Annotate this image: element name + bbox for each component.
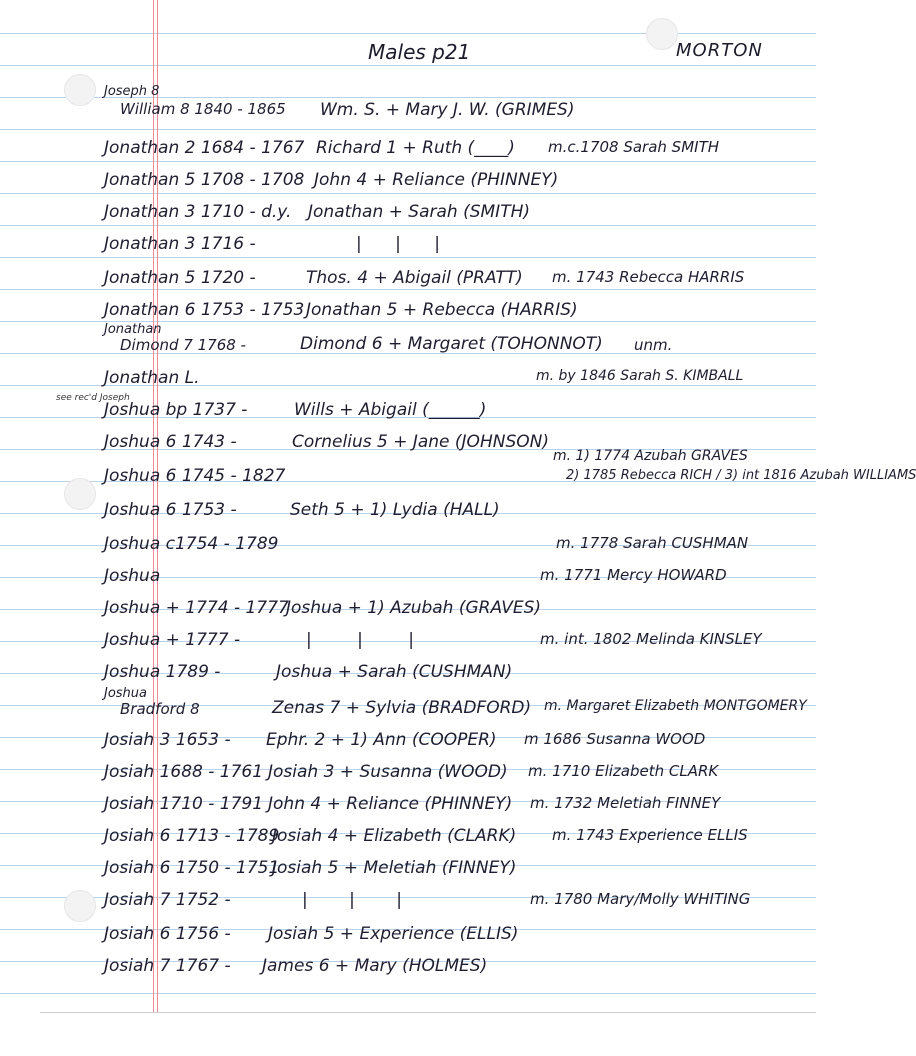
entry-name: Josiah 3 1653 -	[104, 730, 231, 750]
entry-marriage: unm.	[634, 336, 673, 354]
entry-row	[0, 322, 816, 354]
entry-row	[0, 432, 816, 464]
entry-marriage: m. Margaret Elizabeth MONTGOMERY	[544, 698, 807, 714]
entry-marriage: m. 1778 Sarah CUSHMAN	[556, 534, 749, 552]
entry-name: Joshua 6 1745 - 1827	[104, 466, 286, 486]
entry-row	[0, 794, 816, 822]
entry-parents: Dimond 6 + Margaret (TOHONNOT)	[300, 334, 603, 354]
entry-row	[0, 170, 816, 198]
entry-row	[0, 84, 816, 120]
entry-parents: James 6 + Mary (HOLMES)	[262, 956, 488, 976]
entry-name: Joshua 1789 -	[104, 662, 221, 682]
entry-parents: Josiah 5 + Experience (ELLIS)	[268, 924, 519, 944]
entry-parents: Jonathan + Sarah (SMITH)	[308, 202, 530, 222]
entry-name-line2: Bradford 8	[120, 700, 200, 718]
entry-name: Joshua	[104, 686, 148, 701]
entry-name: Josiah 6 1756 -	[104, 924, 231, 944]
entry-row	[0, 890, 816, 918]
entry-marriage: m. 1) 1774 Azubah GRAVES	[553, 448, 748, 464]
entry-parents: Josiah 5 + Meletiah (FINNEY)	[272, 858, 517, 878]
entry-row	[0, 234, 816, 262]
entry-marriage: m 1686 Susanna WOOD	[524, 730, 706, 748]
page-title: Males p21	[368, 40, 471, 64]
entry-name: Josiah 1710 - 1791	[104, 794, 264, 814]
entry-row	[0, 138, 816, 166]
entry-name: Joseph 8	[104, 84, 160, 99]
entry-parents: Richard 1 + Ruth (____)	[316, 138, 515, 158]
entry-parents: Josiah 3 + Susanna (WOOD)	[268, 762, 508, 782]
entry-parents: Cornelius 5 + Jane (JOHNSON)	[292, 432, 549, 452]
entry-parents: John 4 + Reliance (PHINNEY)	[268, 794, 513, 814]
entry-name: Josiah 1688 - 1761	[104, 762, 264, 782]
sheet-edge	[40, 1012, 816, 1013]
margin-note: see rec'd Joseph	[56, 393, 130, 403]
entry-parents: John 4 + Reliance (PHINNEY)	[314, 170, 559, 190]
entry-name: Josiah 7 1752 -	[104, 890, 231, 910]
entry-name: Joshua 6 1753 -	[104, 500, 237, 520]
entry-row	[0, 730, 816, 758]
entry-parents: Wm. S. + Mary J. W. (GRIMES)	[320, 100, 575, 120]
entry-marriage: m. 1732 Meletiah FINNEY	[530, 794, 721, 812]
entry-name: Joshua	[104, 566, 161, 586]
entry-row	[0, 956, 816, 984]
entry-parents: Joshua + Sarah (CUSHMAN)	[276, 662, 513, 682]
entry-marriage: m. 1710 Elizabeth CLARK	[528, 762, 719, 780]
entry-name: Jonathan 5 1720 -	[104, 268, 256, 288]
entry-row	[0, 466, 916, 494]
entry-marriage: m. 1743 Experience ELLIS	[552, 826, 748, 844]
entry-name: Joshua + 1777 -	[104, 630, 241, 650]
ditto-marks: | | |	[306, 630, 434, 650]
entry-parents: Thos. 4 + Abigail (PRATT)	[306, 268, 523, 288]
entry-name: Jonathan 6 1753 - 1753	[104, 300, 305, 320]
entry-name: Jonathan	[104, 322, 162, 337]
entry-row	[0, 268, 816, 296]
entry-name: Josiah 7 1767 -	[104, 956, 231, 976]
ditto-marks: | | |	[356, 234, 454, 254]
entry-row	[0, 598, 816, 626]
entry-parents: Ephr. 2 + 1) Ann (COOPER)	[266, 730, 497, 750]
entry-parents: Seth 5 + 1) Lydia (HALL)	[290, 500, 500, 520]
entry-marriage: m. by 1846 Sarah S. KIMBALL	[536, 368, 744, 384]
entry-name: Jonathan 2 1684 - 1767	[104, 138, 305, 158]
entry-name: Josiah 6 1713 - 1789	[104, 826, 280, 846]
entry-parents: Wills + Abigail (______)	[294, 400, 487, 420]
entry-row	[0, 500, 816, 528]
ditto-marks: | | |	[302, 890, 420, 910]
entry-marriage: m. int. 1802 Melinda KINSLEY	[540, 630, 762, 648]
entry-row	[0, 368, 816, 396]
entry-name: Joshua 6 1743 -	[104, 432, 237, 452]
entry-name-line2: Dimond 7 1768 -	[120, 336, 246, 354]
entry-row	[0, 630, 816, 658]
surname-header: MORTON	[676, 40, 763, 61]
entry-row	[0, 858, 816, 886]
entry-marriage: m.c.1708 Sarah SMITH	[548, 138, 720, 156]
punch-hole	[646, 18, 678, 50]
entry-name: Jonathan 3 1716 -	[104, 234, 256, 254]
entry-row	[0, 686, 816, 718]
entry-row	[0, 566, 816, 594]
entry-name: Joshua c1754 - 1789	[104, 534, 279, 554]
entry-row	[0, 202, 816, 230]
entry-marriage: m. 1771 Mercy HOWARD	[540, 566, 727, 584]
entry-row	[0, 400, 816, 428]
entry-parents: Joshua + 1) Azubah (GRAVES)	[286, 598, 542, 618]
entry-name: Josiah 6 1750 - 1751	[104, 858, 280, 878]
entry-name: Jonathan 5 1708 - 1708	[104, 170, 305, 190]
entry-name: Joshua + 1774 - 1777	[104, 598, 289, 618]
entry-parents: Zenas 7 + Sylvia (BRADFORD)	[272, 698, 532, 718]
entry-name: Jonathan L.	[104, 368, 200, 388]
entry-name: Joshua bp 1737 -	[104, 400, 248, 420]
entry-name: Jonathan 3 1710 - d.y.	[104, 202, 292, 222]
entry-marriage: m. 1743 Rebecca HARRIS	[552, 268, 745, 286]
entry-marriage: m. 1780 Mary/Molly WHITING	[530, 890, 751, 908]
entry-row	[0, 826, 816, 854]
entry-parents: Jonathan 5 + Rebecca (HARRIS)	[306, 300, 578, 320]
entry-parents: Josiah 4 + Elizabeth (CLARK)	[272, 826, 517, 846]
entry-marriage: 2) 1785 Rebecca RICH / 3) int 1816 Azubah WILLIAMS	[566, 468, 916, 483]
entry-row	[0, 534, 816, 562]
entry-row	[0, 924, 816, 952]
entry-row	[0, 762, 816, 790]
entry-name-line2: William 8 1840 - 1865	[120, 100, 286, 118]
